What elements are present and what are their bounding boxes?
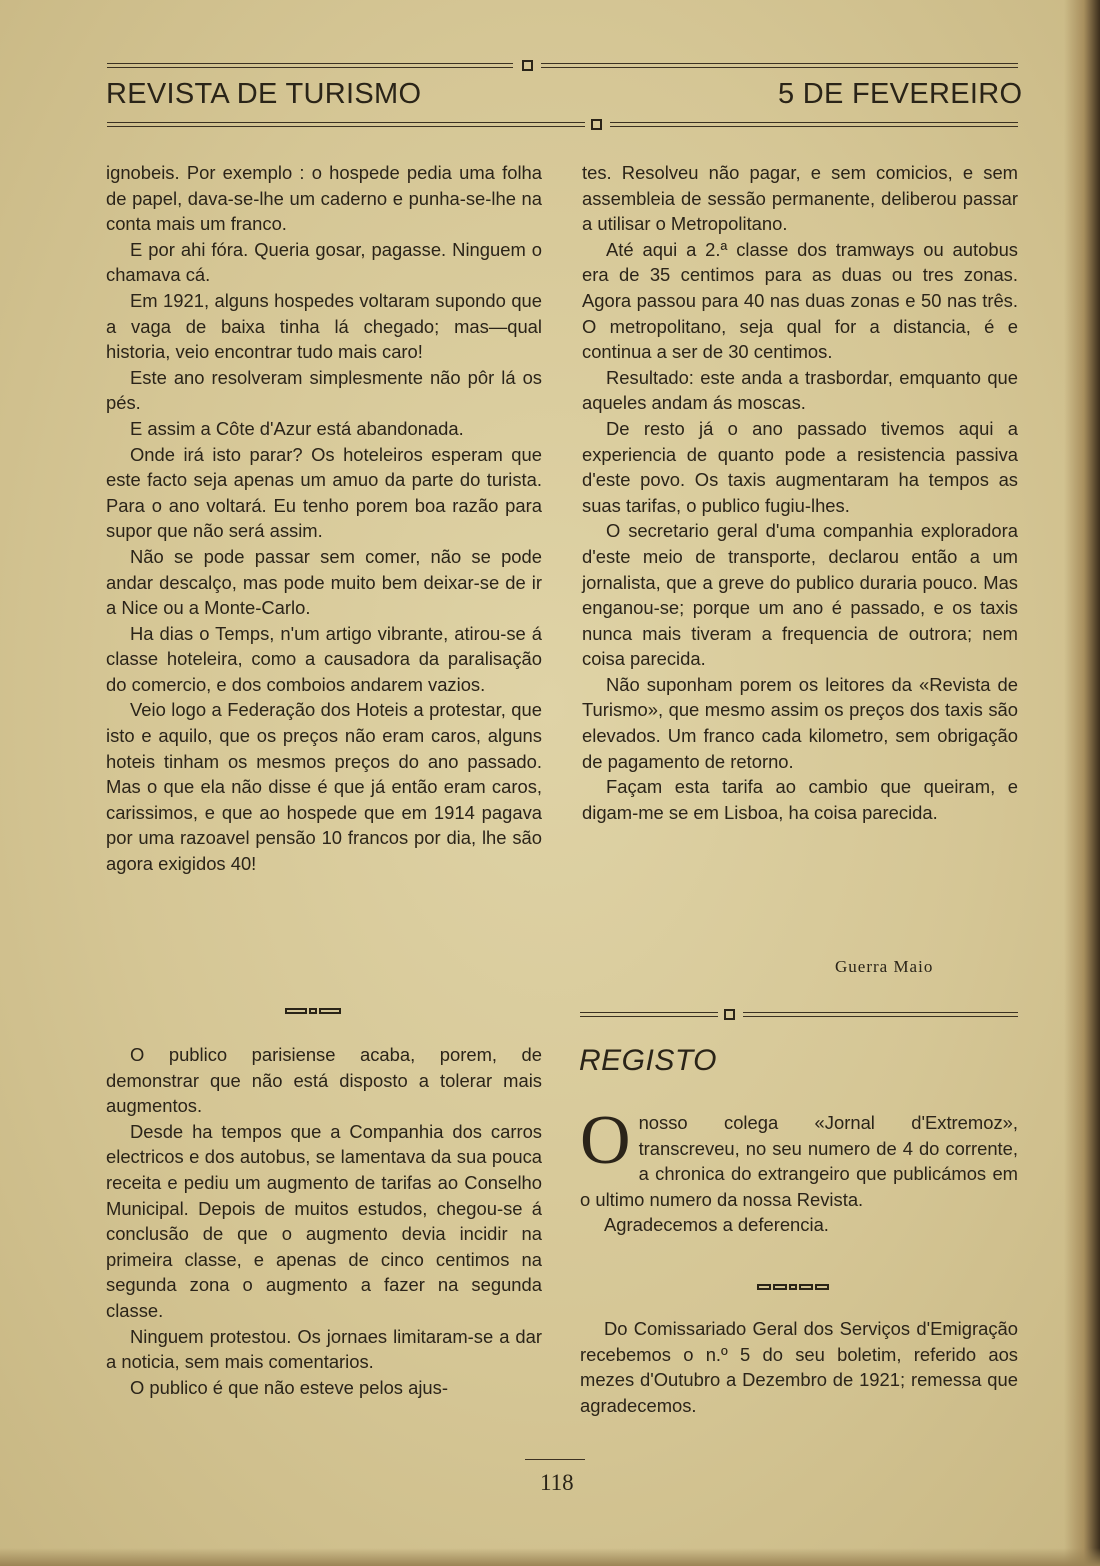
paragraph: Em 1921, alguns hospedes voltaram supondo que a vaga de baixa tinha lá chegado; mas—qual historia, veio encontrar tudo mais caro! xyxy=(106,289,542,363)
paragraph: Não suponham porem os leitores da «Revista de Turismo», que mesmo assim os preços dos taxis são elevados. Um franco cada kilometro, sem obrigação de pagamento de retorno. xyxy=(582,673,1018,772)
paragraph: De resto já o ano passado tivemos aqui a experiencia de quanto pode a resistencia passiva d'este povo. Os taxis augmentaram ha tempos as suas tarifas, o publico fugiu-lhes. xyxy=(582,417,1018,516)
header-rule-top-left xyxy=(107,63,513,68)
registo-paragraph-3: Do Comissariado Geral dos Serviços d'Emigração recebemos o n.º 5 do seu boletim, referido aos mezes d'Outubro a Dezembro de 1921; remessa que agradecemos. xyxy=(580,1318,1018,1416)
registo-paragraph-2: Agradecemos a deferencia. xyxy=(604,1214,829,1236)
paragraph: Onde irá isto parar? Os hoteleiros esperam que este facto seja apenas um amuo da parte do turista. Para o ano voltará. Eu tenho porem boa razão para supor que não será assim. xyxy=(106,443,542,542)
registo-body xyxy=(580,1102,1018,1238)
page-number: 118 xyxy=(540,1470,574,1495)
registo-notice xyxy=(580,1316,1018,1418)
header-ornament-top xyxy=(522,60,533,71)
header-ornament-bottom xyxy=(591,119,602,130)
paragraph: Ha dias o Temps, n'um artigo vibrante, atirou-se á classe hoteleira, como a causadora da paralisação do comercio, e dos comboios andarem vazios. xyxy=(106,622,542,695)
publication-title: REVISTA DE TURISMO xyxy=(106,78,422,110)
section-divider-ornament xyxy=(285,1008,341,1014)
author-signature: Guerra Maio xyxy=(835,957,934,976)
issue-date: 5 DE FEVEREIRO xyxy=(778,78,1023,110)
paragraph: Façam esta tarifa ao cambio que queiram, e digam-me se em Lisboa, ha coisa parecida. xyxy=(582,776,1018,823)
right-column-top xyxy=(582,160,1018,825)
drop-cap: O xyxy=(580,1102,631,1179)
registo-rule-left xyxy=(580,1012,718,1017)
header-rule-top-right xyxy=(541,63,1018,68)
paragraph: E por ahi fóra. Queria gosar, pagasse. Ninguem o chamava cá. xyxy=(106,238,542,286)
paragraph: E assim a Côte d'Azur está abandonada. xyxy=(130,417,464,439)
paragraph: O secretario geral d'uma companhia exploradora d'este meio de transporte, declarou então a um jornalista, que a greve do publico duraria pouco. Mas enganou-se; porque um ano é passado, e os taxis nunca mais tiveram a frequencia de outrora; nem coisa parecida. xyxy=(582,520,1018,670)
registo-ornament xyxy=(724,1009,735,1020)
paragraph: Resultado: este anda a trasbordar, emquanto que aqueles andam ás moscas. xyxy=(582,366,1018,414)
header-rule-bottom-left xyxy=(107,122,585,127)
page-number-rule xyxy=(525,1459,585,1460)
left-column-top xyxy=(106,160,542,877)
paragraph: Até aqui a 2.ª classe dos tramways ou autobus era de 35 centimos para as duas ou tres zonas. Agora passou para 40 nas duas zonas e 50 nas três. O metropolitano, seja qual for a distancia, é e continua a ser de 30 centimos. xyxy=(582,238,1018,363)
registo-paragraph-1 xyxy=(580,1102,1018,1212)
paragraph: O publico parisiense acaba, porem, de demonstrar que não está disposto a tolerar mais augmentos. xyxy=(106,1044,542,1117)
paragraph: O publico é que não esteve pelos ajus- xyxy=(130,1376,448,1398)
header-rule-bottom-right xyxy=(610,122,1018,127)
registo-rule-right xyxy=(743,1012,1018,1017)
paragraph: tes. Resolveu não pagar, e sem comicios, e sem assembleia de sessão permanente, deliberou passar a utilisar o Metropolitano. xyxy=(582,162,1018,235)
paragraph: Veio logo a Federação dos Hoteis a protestar, que isto e aquilo, que os preços não eram caros, alguns hoteis tinham os mesmos preços do ano passado. Mas o que ela não disse é que já então eram caros, carissimos, e que ao hospede que em 1914 pagava por uma razoavel pensão 10 francos por dia, lhe são agora exigidos 40! xyxy=(106,699,542,875)
paragraph: Este ano resolveram simplesmente não pôr lá os pés. xyxy=(106,366,542,414)
page-bottom-shadow xyxy=(0,1548,1100,1566)
registo-divider-ornament xyxy=(757,1284,829,1290)
left-column-bottom xyxy=(106,1042,542,1400)
paragraph: ignobeis. Por exemplo : o hospede pedia uma folha de papel, dava-se-lhe um caderno e punha-se-lhe na conta mais um franco. xyxy=(106,162,542,235)
paragraph: Não se pode passar sem comer, não se pode andar descalço, mas pode muito bem deixar-se de ir a Nice ou a Monte-Carlo. xyxy=(106,545,542,619)
paragraph: Ninguem protestou. Os jornaes limitaram-se a dar a noticia, sem mais comentarios. xyxy=(106,1325,542,1373)
registo-paragraph-1-text: nosso colega «Jornal d'Extremoz», transcreveu, no seu numero de 4 do corrente, a chronica do extrangeiro que publicámos em o ultimo numero da nossa Revista. xyxy=(580,1112,1018,1210)
registo-title: REGISTO xyxy=(579,1044,717,1077)
page-edge-shadow xyxy=(1064,0,1100,1566)
paragraph: Desde ha tempos que a Companhia dos carros electricos e dos autobus, se lamentava da sua pouca receita e pediu um augmento de tarifas ao Conselho Municipal. Depois de muitos estudos, chegou-se á conclusão de que o augmento devia incidir na primeira classe, e apenas de cinco centimos na segunda zona o augmento a fazer na segunda classe. xyxy=(106,1120,542,1321)
